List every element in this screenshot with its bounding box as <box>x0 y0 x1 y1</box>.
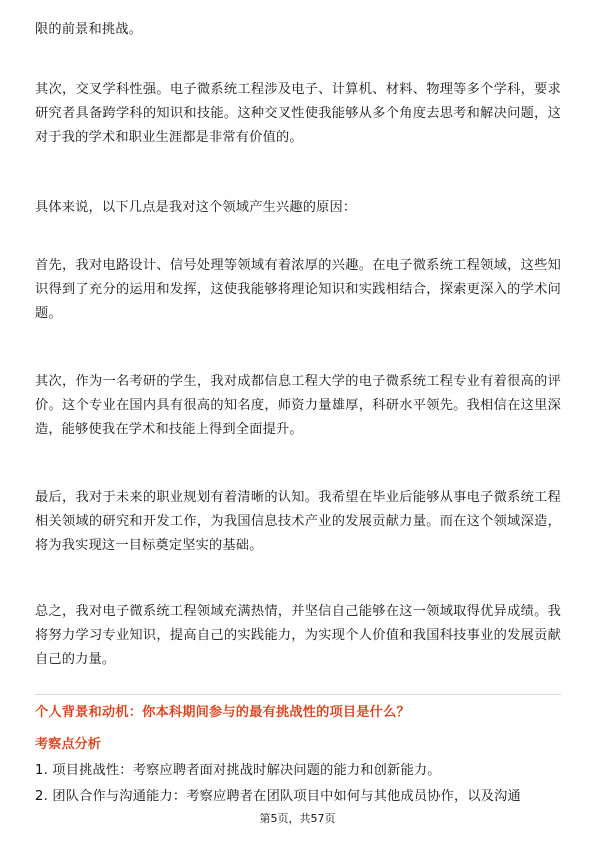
question-title: 个人背景和动机：你本科期间参与的最有挑战性的项目是什么？ <box>35 705 410 720</box>
paragraph-conclusion: 总之，我对电子微系统工程领域充满热情，并坚信自己能够在这一领域取得优异成绩。我将努力学习专业知识，提高自己的实践能力，为实现个人价值和我国科技事业的发展贡献自己的力量。 <box>35 604 561 667</box>
paragraph-second-reason: 其次，作为一名考研的学生，我对成都信息工程大学的电子微系统工程专业有着很高的评价。这个专业在国内具有很高的知名度，师资力量雄厚，科研水平领先。我相信在这里深造，能够使我在学术和技能上得到全面提升。 <box>35 374 561 437</box>
paragraph-first-reason: 首先，我对电路设计、信号处理等领域有着浓厚的兴趣。在电子微系统工程领域，这些知识得到了充分的运用和发挥，这使我能够将理论知识和实践相结合，探索更深入的学术问题。 <box>35 258 561 321</box>
page-number: 第5页，共57页 <box>259 812 336 825</box>
analysis-heading: 考察点分析 <box>35 737 101 752</box>
paragraph-interdisciplinary: 其次，交叉学科性强。电子微系统工程涉及电子、计算机、材料、物理等多个学科，要求研究者具备跨学科的知识和技能。这种交叉性使我能够从多个角度去思考和解决问题，这对于我的学术和职业生涯都是非常有价值的。 <box>35 82 561 145</box>
paragraph-intro-tail: 限的前景和挑战。 <box>35 22 143 37</box>
analysis-item-2: 2. 团队合作与沟通能力：考察应聘者在团队项目中如何与其他成员协作，以及沟通 <box>35 789 521 804</box>
paragraph-third-reason: 最后，我对于未来的职业规划有着清晰的认知。我希望在毕业后能够从事电子微系统工程相关领域的研究和开发工作，为我国信息技术产业的发展贡献力量。而在这个领域深造，将为我实现这一目标奠定坚实的基础。 <box>35 490 561 553</box>
paragraph-reasons-intro: 具体来说，以下几点是我对这个领域产生兴趣的原因： <box>35 200 357 215</box>
section-divider <box>35 694 561 695</box>
analysis-item-1: 1. 项目挑战性：考察应聘者面对挑战时解决问题的能力和创新能力。 <box>35 763 441 778</box>
